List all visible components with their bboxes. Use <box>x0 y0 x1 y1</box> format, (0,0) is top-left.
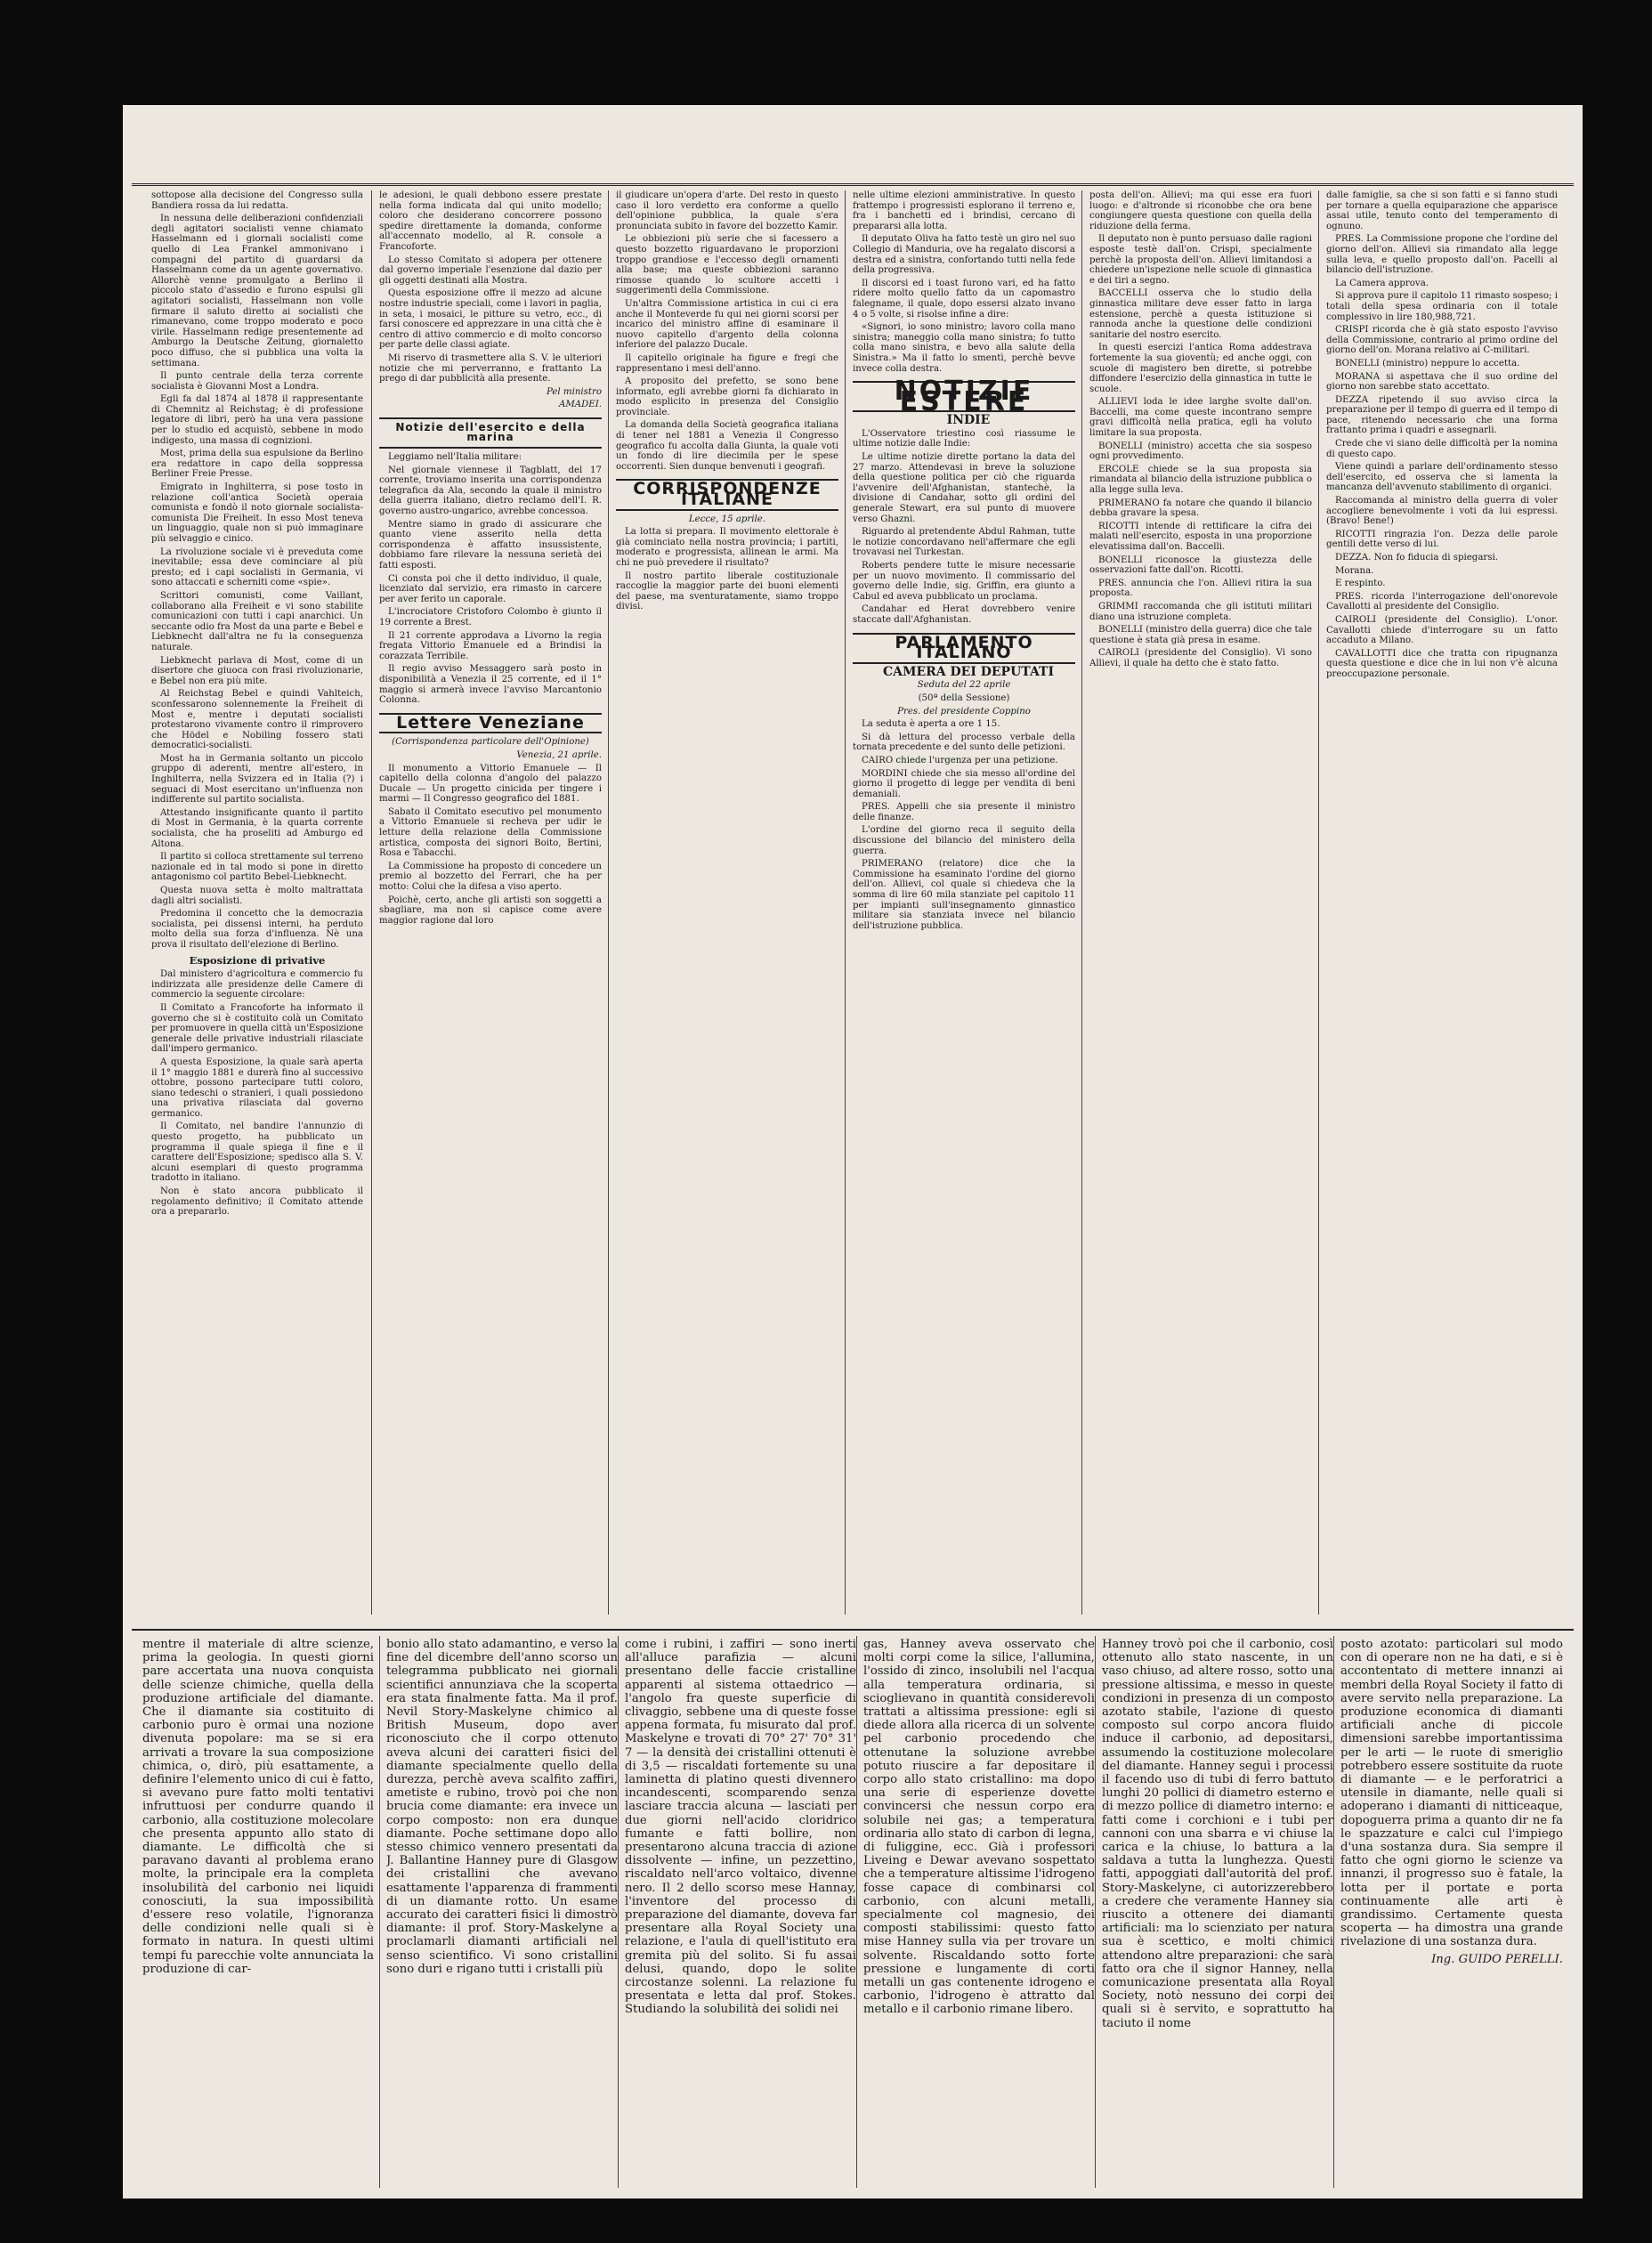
paragraph: E respinto. <box>1335 579 1386 589</box>
paragraph: Questa nuova setta è molto maltrattata dagli altri socialisti. <box>151 886 363 906</box>
paragraph: Egli fa dal 1874 al 1878 il rappresentante di Chemnitz al Reichstag; è di professione legatore di libri, però ha una vera passione per lo studio ed acquistò, sebbene in modo indigesto, una massa di cognizioni. <box>151 394 363 446</box>
paragraph: A proposito del prefetto, se sono bene informato, egli avrebbe giorni fa dichiarato in modo esplicito in presenza del Consiglio provinciale. <box>616 377 838 417</box>
column-divider <box>856 1636 857 2188</box>
header-rule <box>132 183 1574 186</box>
column-divider <box>618 1636 619 2188</box>
paragraph: CAIRO chiede l'urgenza per una petizione. <box>862 755 1058 765</box>
paragraph: Ci consta poi che il detto individuo, il quale, licenziato dal servizio, era rimasto in carcere per aver ferito un caporale. <box>379 573 602 604</box>
paragraph: Mi riservo di trasmettere alla S. V. le ulteriori notizie che mi perverranno, e frattanto La prego di dar pubblicità alla presente. <box>379 352 602 385</box>
paragraph: sottopose alla decisione del Congresso sulla Bandiera rossa da lui redatta. <box>151 190 363 211</box>
paragraph: BONELLI (ministro) accetta che sia sospeso ogni provvedimento. <box>1089 441 1312 462</box>
paragraph: Il nostro partito liberale costituzionale raccoglie la maggior parte dei buoni elementi del paese, ma sventuratamente, siamo troppo divisi. <box>616 571 838 612</box>
newspaper-page <box>123 105 1583 2198</box>
paragraph: mentre il materiale di altre scienze, prima la geologia. In questi giorni pare accertata una nuova conquista delle scienze chimiche, quella della produzione artificiale del diamante. Che il diamante sia costituito di carbonio puro è ormai una nozione divenuta popolare: ma se si era arrivati a trovare la sua composizione chimica, o, dirò, più esattamente, a definire l'elemento unico di cui è fatto, si avevano pure fatto molti tentativi infruttuosi per condurre quando il carbonio, alla costituzione molecolare che presenta appunto allo stato di diamante. Le difficoltà che si paravano davanti al problema erano molte, la principale era la completa insolubilità del carbonio nei liquidi conosciuti, la sua impossibilità d'essere reso volatile, l'ignoranza delle condizioni nelle quali si è formato in natura. In questi ultimi tempi fu parecchie volte annunciata la produzione di car- <box>142 1638 374 1976</box>
feuilleton-column-2 <box>386 1638 618 2190</box>
paragraph: DEZZA ripetendo il suo avviso circa la preparazione per il tempo di guerra ed il tempo di pace, ritenendo necessario che una forma frattanto prima i quadri e assegnarli. <box>1326 394 1558 436</box>
paragraph: Crede che vi siano delle difficoltà per la nomina di questo capo. <box>1326 439 1558 459</box>
paragraph: bonio allo stato adamantino, e verso la fine del dicembre dell'anno scorso un telegramma pubblicato nei giornali scientifici annunziava che la scoperta era stata finalmente fatta. Ma il prof. Nevil Story-Maskelyne chimico al British Museum, dopo aver riconosciuto che il corpo ottenuto aveva alcuni dei caratteri fisici del diamante specialmente quello della durezza, perchè aveva scalfito zaffiri, ametiste e rubino, trovò poi che non brucia come diamante: era invece un corpo composto: non era dunque diamante. Poche settimane dopo allo stesso chimico vennero presentati da J. Ballantine Hanney pure di Glasgow dei cristallini che avevano esattamente l'apparenza di frammenti di un diamante rotto. Un esame accurato dei caratteri fisici li dimostrò diamante: il prof. Story-Maskelyne a proclamarli diamanti artificiali nel senso scientifico. Vi sono cristallini sono duri e rigano tutti i cristalli più <box>386 1638 618 1976</box>
paragraph: RICOTTI intende di rettificare la cifra dei malati nell'esercito, esposta in una proporzione elevatissima dall'on. Baccelli. <box>1089 521 1312 552</box>
paragraph: Raccomanda al ministro della guerra di voler accogliere benevolmente i voti da lui espressi. (Bravo! Bene!) <box>1326 496 1558 527</box>
column-2 <box>379 190 602 1622</box>
column-5 <box>1089 190 1312 1622</box>
paragraph: Le ultime notizie dirette portano la data del 27 marzo. Attendevasi in breve la soluzione della questione politica per ciò che riguarda l'avvenire dell'Afghanistan, stantechè, la divisione di Candahar, sotto gli ordini del generale Stewart, era sul punto di muovere verso Ghazni. <box>853 452 1075 524</box>
column-divider <box>379 1636 380 2188</box>
paragraph: gas, Hanney aveva osservato che molti corpi come la silice, l'allumina, l'ossido di zinco, insolubili nel l'acqua alla temperatura ordinaria, si scioglievano in quantità considerevoli trattati a altissima pressione: egli si diede allora alla ricerca di un solvente pel carbonio procedendo che ottenutane la soluzione avrebbe potuto riuscire a far depositare il corpo allo stato cristallino: ma dopo una serie di esperienze dovette convincersi che nessun corpo era solubile nei gas; a temperatura ordinaria allo stato di carbon di legna, di fuliggine, ecc. Già i professori Liveing e Dewar avevano sospettato che a temperature altissime l'idrogeno fosse capace di combinarsi col carbonio, con alcuni metalli, specialmente col magnesio, dei composti stabilissimi: questo fatto mise Hanney sulla via per trovare un solvente. Riscaldando sotto forte pressione e lungamente di corti metalli un gas contenente idrogeno e carbonio, l'idrogeno è attratto dal metallo e il carbonio rimane libero. <box>863 1638 1095 2017</box>
paragraph: Il monumento a Vittorio Emanuele — Il capitello della colonna d'angolo del palazzo Ducale — Un progetto cinicida per tingere i marmi — Il Congresso geografico del 1881. <box>379 763 602 805</box>
paragraph: posta dell'on. Allievi; ma qui esse era fuori luogo: e d'altronde si riconobbe che ora bene congiungere questa questione con quella della riduzione della ferma. <box>1089 190 1312 231</box>
paragraph: Il punto centrale della terza corrente socialista è Giovanni Most a Londra. <box>151 371 363 392</box>
paragraph: come i rubini, i zaffiri — sono inerti all'alluce parafizia — alcuni presentano delle faccie cristalline apparenti al sistema ottaedrico — l'angolo fra queste superficie di clivaggio, sebbene una di queste fosse appena formata, fu misurato dal prof. Maskelyne e trovati di 70° 27' 70° 31' 7 — la densità dei cristallini ottenuti è di 3,5 — riscaldati fortemente su una laminetta di platino questi divennero incandescenti, scomparendo senza lasciare traccia alcuna — lasciati per due giorni nell'acido cloridrico fumante e fatti bollire, non presentarono alcuna traccia di azione dissolvente — infine, un pezzettino, riscaldato nell'arco voltaico, divenne nero. Il 2 dello scorso mese Hannay, l'inventore del processo di preparazione del diamante, doveva far presentare alla Royal Society una relazione, e l'aula di quell'istituto era gremita più del solito. Si fu assai delusi, quando, dopo le solite circostanze solenni. La relazione fu presentata e letta dal prof. Stokes. Studiando la solubilità dei solidi nei <box>625 1638 856 2017</box>
paragraph: DEZZA. Non fo fiducia di spiegarsi. <box>1335 553 1498 563</box>
paragraph: Lo stesso Comitato si adopera per ottenere dal governo imperiale l'esenzione dal dazio per gli oggetti destinati alla Mostra. <box>379 255 602 286</box>
session-president: Pres. del presidente Coppino <box>897 706 1031 717</box>
paragraph: PRIMERANO (relatore) dice che la Commissione ha esaminato l'ordine del giorno dell'on. Allievi, col quale si chiedeva che la somma di lire 60 mila stanziate pel capitolo 11 per impianti sull'insegnamento ginnastico militare sia stanziata invece nel bilancio dell'istruzione pubblica. <box>853 859 1075 931</box>
paragraph: Predomina il concetto che la democrazia socialista, pei dissensi interni, ha perduto molto della sua forza d'influenza. Nè una prova il risultato dell'elezione di Berlino. <box>151 909 363 950</box>
section-subheading: INDIE <box>946 413 991 428</box>
paragraph: «Signori, io sono ministro; lavoro colla mano sinistra; maneggio colla mano sinistra; fo tutto colla mano sinistra, e bevo alla salute della Sinistra.» Ma il fatto lo smentì, perchè bevve invece colla destra. <box>853 322 1075 374</box>
paragraph: A questa Esposizione, la quale sarà aperta il 1° maggio 1881 e durerà fino al successivo ottobre, possono partecipare tutti coloro, siano tedeschi o stranieri, i quali possiedono una privativa rilasciata dal governo germanico. <box>151 1057 363 1119</box>
column-divider <box>1318 190 1319 1615</box>
paragraph: Hanney trovò poi che il carbonio, così ottenuto allo stato nascente, in un vaso chiuso, ad altere rosso, sotto una pressione altissima, e messo in queste condizioni in presenza di un composto azotato stabile, l'azione di questo composto sul corpo ancora fluido induce il carbonio, ad depositarsi, assumendo la costituzione molecolare del diamante. Hanney seguì i processi il facendo uso di tubi di ferro battuto lunghi 20 pollici di diametro esterno e di mezzo pollice di diametro interno: e fatti come i corchioni e i tubi per cannoni con una sbarra e vi chiuse la carica e la chiuse, lo battura a la saldava a tutta la lunghezza. Questi fatti, appoggiati dall'autorità del prof. Story-Maskelyne, ci autorizzerebbero a credere che veramente Hanney sia riuscito a ottenere dei diamanti artificiali: ma lo scienziato per natura sua è scettico, e molti chimici attendono altre preparazioni: che sarà fatto ora che il signor Hanney, nella comunicazione presentata alla Royal Society, notò nessuno dei corpi dei quali si è servito, e soprattutto ha taciuto il nome <box>1102 1638 1333 2030</box>
paragraph: PRES. La Commissione propone che l'ordine del giorno dell'on. Allievi sia rimandato alla legge sulla leva, e quello proposto dall'on. Pacelli al bilancio dell'istruzione. <box>1326 234 1558 276</box>
paragraph: posto azotato: particolari sul modo con di operare non ne ha dati, e si è accontentato di mettere innanzi ai membri della Royal Society il fatto di avere servito nella preparazione. La produzione economica di diamanti artificiali anche di piccole dimensioni sarebbe importantissima per le arti — le ruote di smeriglio potrebbero essere sostituite da ruote di diamante — e le perforatrici a utensile in diamante, nelle quali si adoperano i diamanti di nitticeaque, dopoguerra prima a quanto dir ne fa le spazzature e calci cul l'impiego d'una sostanza dura. Sia sempre il fatto che ogni giorno le scienze va innanzi, il progresso suo è fatale, la lotta per il portate e porta continuamente alle arti è grandissimo. Certamente questa scoperta — ha dimostra una grande rivelazione di una sostanza dura. <box>1340 1638 1563 1949</box>
paragraph: La Camera approva. <box>1335 278 1429 288</box>
column-divider <box>1081 190 1082 1615</box>
author-signature: Ing. GUIDO PERELLI. <box>1431 1952 1563 1966</box>
paragraph: Most, prima della sua espulsione da Berlino era redattore in capo della soppressa Berliner Freie Presse. <box>151 449 363 480</box>
section-subtitle: (Corrispondenza particolare dell'Opinione) <box>392 737 589 748</box>
paragraph: il giudicare un'opera d'arte. Del resto in questo caso il loro verdetto era conforme a quello dell'opinione pubblica, la quale s'era pronunciata subito in favore del bozzetto Kamir. <box>616 190 838 231</box>
paragraph: Riguardo al pretendente Abdul Rahman, tutte le notizie concordavano nell'affermare che egli trovavasi nel Turkestan. <box>853 527 1075 558</box>
paragraph: La domanda della Società geografica italiana di tener nel 1881 a Venezia il Congresso geografico fu accolta dalla Giunta, la quale voti un fondo di lire diecimila per le spese occorrenti. Sien dunque benvenuti i geografi. <box>616 420 838 472</box>
paragraph: In nessuna delle deliberazioni confidenziali degli agitatori socialisti venne chiamato Hasselmann ed i giornali socialisti come quello di Lea Frankel ammonivano i compagni del partito di guardarsi da Hasselmann come da un agente governativo. Allorchè venne promulgato a Berlino il piccolo stato d'assedio e furono espulsi gli agitatori socialisti, Hasselmann non volle firmare il saluto diretto ai socialisti che rimanevano, come troppo moderato e poco virile. Hasselmann redige presentemente ad Amburgo la Deutsche Zeitung, giornaletto poco diffuso, che si pubblica una volta la settimana. <box>151 214 363 368</box>
feuilleton-column-5 <box>1102 1638 1333 2190</box>
fold-rule <box>132 1629 1574 1631</box>
column-divider <box>608 190 609 1615</box>
signature-name: AMADEI. <box>558 400 602 410</box>
signature-title: Pel ministro <box>547 386 602 397</box>
column-6 <box>1326 190 1558 1622</box>
section-heading: NOTIZIE ESTERE <box>853 381 1075 412</box>
paragraph: Un'altra Commissione artistica in cui ci era anche il Monteverde fu qui nei giorni scorsi per incarico del ministro affine di esaminare il nuovo capitello d'argento della colonna inferiore del palazzo Ducale. <box>616 298 838 351</box>
paragraph: Attestando insignificante quanto il partito di Most in Germania, è la quarta corrente socialista, che ha proseliti ad Amburgo ed Altona. <box>151 807 363 849</box>
paragraph: CAVALLOTTI dice che tratta con ripugnanza questa questione e dice che in lui non v'è alcuna preoccupazione personale. <box>1326 648 1558 679</box>
paragraph: Roberts pendere tutte le misure necessarie per un nuovo movimento. Il commissario del governo delle Indie, sig. Griffin, era giunto a Cabul ed aveva pubblicato un proclama. <box>853 561 1075 602</box>
paragraph: MORANA si aspettava che il suo ordine del giorno non sarebbe stato accettato. <box>1326 371 1558 393</box>
paragraph: Non è stato ancora pubblicato il regolamento definitivo; il Comitato attende ora a prepararlo. <box>151 1186 363 1218</box>
paragraph: le adesioni, le quali debbono essere prestate nella forma indicata dal qui unito modello; coloro che desiderano concorrere possono spedire direttamente la domanda, conforme all'accennato modello, al R. console a Francoforte. <box>379 190 602 252</box>
column-divider <box>1333 1636 1334 2188</box>
paragraph: Mentre siamo in grado di assicurare che quanto viene asserito nella detta corrispondenza è affatto insussistente, dobbiamo fare rilevare la nessuna serietà dei fatti esposti. <box>379 519 602 571</box>
section-subheading: CAMERA DEI DEPUTATI <box>882 664 1055 679</box>
column-3 <box>616 190 838 1622</box>
paragraph: BONELLI (ministro della guerra) dice che tale questione è stata già presa in esame. <box>1089 625 1312 645</box>
section-heading: PARLAMENTO ITALIANO <box>853 633 1075 664</box>
paragraph: Il partito si colloca strettamente sul terreno nazionale ed in tal modo si pone in diretto antagonismo col partito Bebel-Liebknecht. <box>151 852 363 883</box>
paragraph: La lotta si prepara. Il movimento elettorale è già cominciato nella nostra provincia; i partiti, moderato e progressista, allinean le armi. Ma chi ne può prevedere il risultato? <box>616 527 838 568</box>
paragraph: Si dà lettura del processo verbale della tornata precedente e del sunto delle petizioni. <box>853 732 1075 753</box>
paragraph: ERCOLE chiede se la sua proposta sia rimandata al bilancio della istruzione pubblica o alla legge sulla leva. <box>1089 464 1312 496</box>
column-divider <box>1095 1636 1096 2188</box>
paragraph: ALLIEVI loda le idee larghe svolte dall'on. Baccelli, ma come queste incontrano sempre gravi difficoltà nella pratica, egli ha voluto limitare la sua proposta. <box>1089 397 1312 439</box>
paragraph: Nel giornale viennese il Tagblatt, del 17 corrente, troviamo inserita una corrispondenza telegrafica da Ala, secondo la quale il ministro della guerra italiano, dietro reclamo dell'I. R. governo austro-ungarico, avrebbe concessoa. <box>379 465 602 517</box>
paragraph: Il 21 corrente approdava a Livorno la regia fregata Vittorio Emanuele ed a Brindisi la corazzata Terribile. <box>379 630 602 661</box>
paragraph: Viene quindi a parlare dell'ordinamento stesso dell'esercito, ed osserva che si lamenta la mancanza dell'avvenuto stabilimento di organici. <box>1326 462 1558 493</box>
paragraph: Candahar ed Herat dovrebbero venire staccate dall'Afghanistan. <box>853 604 1075 625</box>
paragraph: Al Reichstag Bebel e quindi Vahlteich, sconfessarono solennemente la Freiheit di Most e, mentre i deputati socialisti protestarono vivamente contro il rimprovero che Hödel e Nobiling fossero stati democratici-socialisti. <box>151 689 363 751</box>
paragraph: Leggiamo nell'Italia militare: <box>388 452 522 463</box>
dateline: Lecce, 15 aprile. <box>688 514 766 524</box>
paragraph: CAIROLI (presidente del Consiglio). L'onor. Cavallotti chiede d'interrogare su un fatto accaduto a Milano. <box>1326 614 1558 646</box>
paragraph: Questa esposizione offre il mezzo ad alcune nostre industrie speciali, come i lavori in paglia, in seta, i mosaici, le pitture su vetro, ecc., di farsi conoscere ed apprezzare in una città che è centro di attivo commercio e di molto concorso per parte delle classi agiate. <box>379 288 602 351</box>
paragraph: L'Osservatore triestino così riassume le ultime notizie dalle Indie: <box>853 428 1075 449</box>
session-number: (50ª della Sessione) <box>918 692 1010 703</box>
paragraph: Il deputato non è punto persuaso dalle ragioni esposte testè dall'on. Crispi, specialmente perchè la proposta dell'on. Allievi limitandosi a chiedere un'ispezione nelle scuole di ginnastica e dei tiri a segno. <box>1089 234 1312 286</box>
paragraph: PRES. annuncia che l'on. Allievi ritira la sua proposta. <box>1089 578 1312 599</box>
scan-edge-right <box>1583 105 1652 2206</box>
paragraph: La seduta è aperta a ore 1 15. <box>862 719 1000 730</box>
paragraph: nelle ultime elezioni amministrative. In questo frattempo i progressisti esplorano il terreno e, fra i banchetti ed i brindisi, cercano di prepararsi alla lotta. <box>853 190 1075 231</box>
paragraph: Il regio avviso Messaggero sarà posto in disponibilità a Venezia il 25 corrente, ed il 1° maggio si armerà invece l'avviso Marcantonio Colonna. <box>379 664 602 706</box>
paragraph: In questi esercizi l'antica Roma addestrava fortemente la sua gioventù; ed anche oggi, con scuole di magistero ben dirette, si potrebbe diffondere l'esercizio della ginnastica in tutte le scuole. <box>1089 343 1312 394</box>
paragraph: Il deputato Oliva ha fatto testè un giro nel suo Collegio di Manduria, ove ha regalato discorsi a destra ed a sinistra, confortando tutti nella fede della progressiva. <box>853 234 1075 276</box>
paragraph: Dal ministero d'agricoltura e commercio fu indirizzata alle presidenze delle Camere di commercio la seguente circolare: <box>151 969 363 1000</box>
paragraph: PRES. Appelli che sia presente il ministro delle finanze. <box>853 802 1075 822</box>
paragraph: Sabato il Comitato esecutivo pel monumento a Vittorio Emanuele si recheva per udir le letture della relazione della Commissione artistica, composta dei signori Boito, Bertini, Rosa e Tabacchi. <box>379 806 602 859</box>
paragraph: PRES. ricorda l'interrogazione dell'onorevole Cavallotti al presidente del Consiglio. <box>1326 591 1558 612</box>
paragraph: Le obbiezioni più serie che si facessero a questo bozzetto riguardavano le proporzioni troppo grandiose e l'eccesso degli ornamenti alla base; ma queste obbiezioni saranno rimosse quando lo scultore accetti i suggerimenti della Commissione. <box>616 234 838 296</box>
paragraph: Emigrato in Inghilterra, si pose tosto in relazione coll'antica Società operaia comunista e fondò il noto giornale socialista-comunista Die Freiheit. In esso Most teneva un linguaggio, quale non si può immaginare più selvaggio e cinico. <box>151 482 363 544</box>
paragraph: PRIMERANO fa notare che quando il bilancio debba gravare la spesa. <box>1089 498 1312 519</box>
paragraph: Il discorsi ed i toast furono vari, ed ha fatto ridere molto quello fatto da un capomastro falegname, il quale, dopo essersi alzato invano 4 o 5 volte, si risolse infine a dire: <box>853 278 1075 320</box>
paragraph: Si approva pure il capitolo 11 rimasto sospeso; i totali della spesa ordinaria con il totale complessivo in lire 180,988,721. <box>1326 291 1558 322</box>
paragraph: GRIMMI raccomanda che gli istituti militari diano una istruzione completa. <box>1089 601 1312 622</box>
paragraph: BONELLI riconosce la giustezza delle osservazioni fatte dall'on. Ricotti. <box>1089 555 1312 576</box>
feuilleton-column-6 <box>1340 1638 1563 2190</box>
paragraph: Il capitello originale ha figure e fregi che rappresentano i mesi dell'anno. <box>616 352 838 374</box>
session-date: Seduta del 22 aprile <box>917 680 1011 691</box>
paragraph: CAIROLI (presidente del Consiglio). Vi sono Allievi, il quale ha detto che è stato fatto. <box>1089 648 1312 668</box>
column-divider <box>845 190 846 1615</box>
feuilleton-column-1 <box>142 1638 374 2190</box>
paragraph: RICOTTI ringrazia l'on. Dezza delle parole gentili dette verso di lui. <box>1326 529 1558 550</box>
paragraph: Il Comitato, nel bandire l'annunzio di questo progetto, ha pubblicato un programma il quale spiega il fine e il carattere dell'Esposizione; spedisco alla S. V. alcuni esemplari di questo programma tradotto in italiano. <box>151 1122 363 1184</box>
section-heading: Notizie dell'esercito e della marina <box>379 417 602 449</box>
paragraph: La Commissione ha proposto di concedere un premio al bozzetto del Ferrari, che ha per motto: Colui che la difesa a viso aperto. <box>379 861 602 893</box>
feuilleton-column-4 <box>863 1638 1095 2190</box>
paragraph: BACCELLI osserva che lo studio della ginnastica militare deve esser fatto in larga estensione, perchè a questa istituzione si rannoda anche la questione delle condizioni sanitarie del nostro esercito. <box>1089 288 1312 340</box>
col1-article <box>151 190 363 951</box>
paragraph: Most ha in Germania soltanto un piccolo gruppo di aderenti, mentre all'estero, in Inghilterra, nella Svizzera ed in Italia (?) i seguaci di Most esercitano un'influenza non indifferente sul partito socialista. <box>151 753 363 806</box>
paragraph: La rivoluzione sociale vi è preveduta come inevitabile; essa deve cominciare al più presto; ed i capi socialisti in Germania, vi sono attaccati e scherniti come «spie». <box>151 547 363 588</box>
section-heading: Lettere Veneziane <box>379 713 602 734</box>
column-1 <box>151 190 363 1622</box>
paragraph: MORDINI chiede che sia messo all'ordine del giorno il progetto di legge per vendita di beni demaniali. <box>853 768 1075 799</box>
paragraph: Morana. <box>1335 565 1374 576</box>
dateline: Venezia, 21 aprile. <box>516 749 602 760</box>
paragraph: Poichè, certo, anche gli artisti son soggetti a sbagliare, ma non si capisce come avere maggior ragione dal loro <box>379 895 602 926</box>
paragraph: L'ordine del giorno reca il seguito della discussione del bilancio del ministero della guerra. <box>853 825 1075 856</box>
paragraph: L'incrociatore Cristoforo Colombo è giunto il 19 corrente a Brest. <box>379 607 602 628</box>
paragraph: CRISPI ricorda che è già stato esposto l'avviso della Commissione, contrario al primo ordine del giorno dell'on. Morana relativo ai C-militari. <box>1326 325 1558 356</box>
section-heading: Esposizione di privative <box>189 953 326 967</box>
paragraph: Scrittori comunisti, come Vaillant, collaborano alla Freiheit e vi sono stabilite comunicazioni con tutti i capi anarchici. Un seccante odio fra Most da una parte e Bebel e Liebknecht dall'altra ne fu la conseguenza naturale. <box>151 590 363 652</box>
paragraph: Il Comitato a Francoforte ha informato il governo che si è costituito colà un Comitato per promuovere in quella città un'Esposizione generale delle privative industriali rilasciate dall'impero germanico. <box>151 1002 363 1055</box>
column-4 <box>853 190 1075 1622</box>
paragraph: BONELLI (ministro) neppure lo accetta. <box>1335 358 1520 368</box>
paragraph: Liebknecht parlava di Most, come di un disertore che giuoca con frasi rivoluzionarie, e Bebel non era più mite. <box>151 655 363 686</box>
section-heading: CORRISPONDENZE ITALIANE <box>616 479 838 510</box>
column-divider <box>371 190 372 1615</box>
feuilleton-column-3 <box>625 1638 856 2190</box>
scan-edge-left <box>0 0 123 2243</box>
paragraph: dalle famiglie, sa che si son fatti e si fanno studi per tornare a quella equiparazione che apparisce assai utile, tenuto conto del temperamento di ognuno. <box>1326 190 1558 231</box>
